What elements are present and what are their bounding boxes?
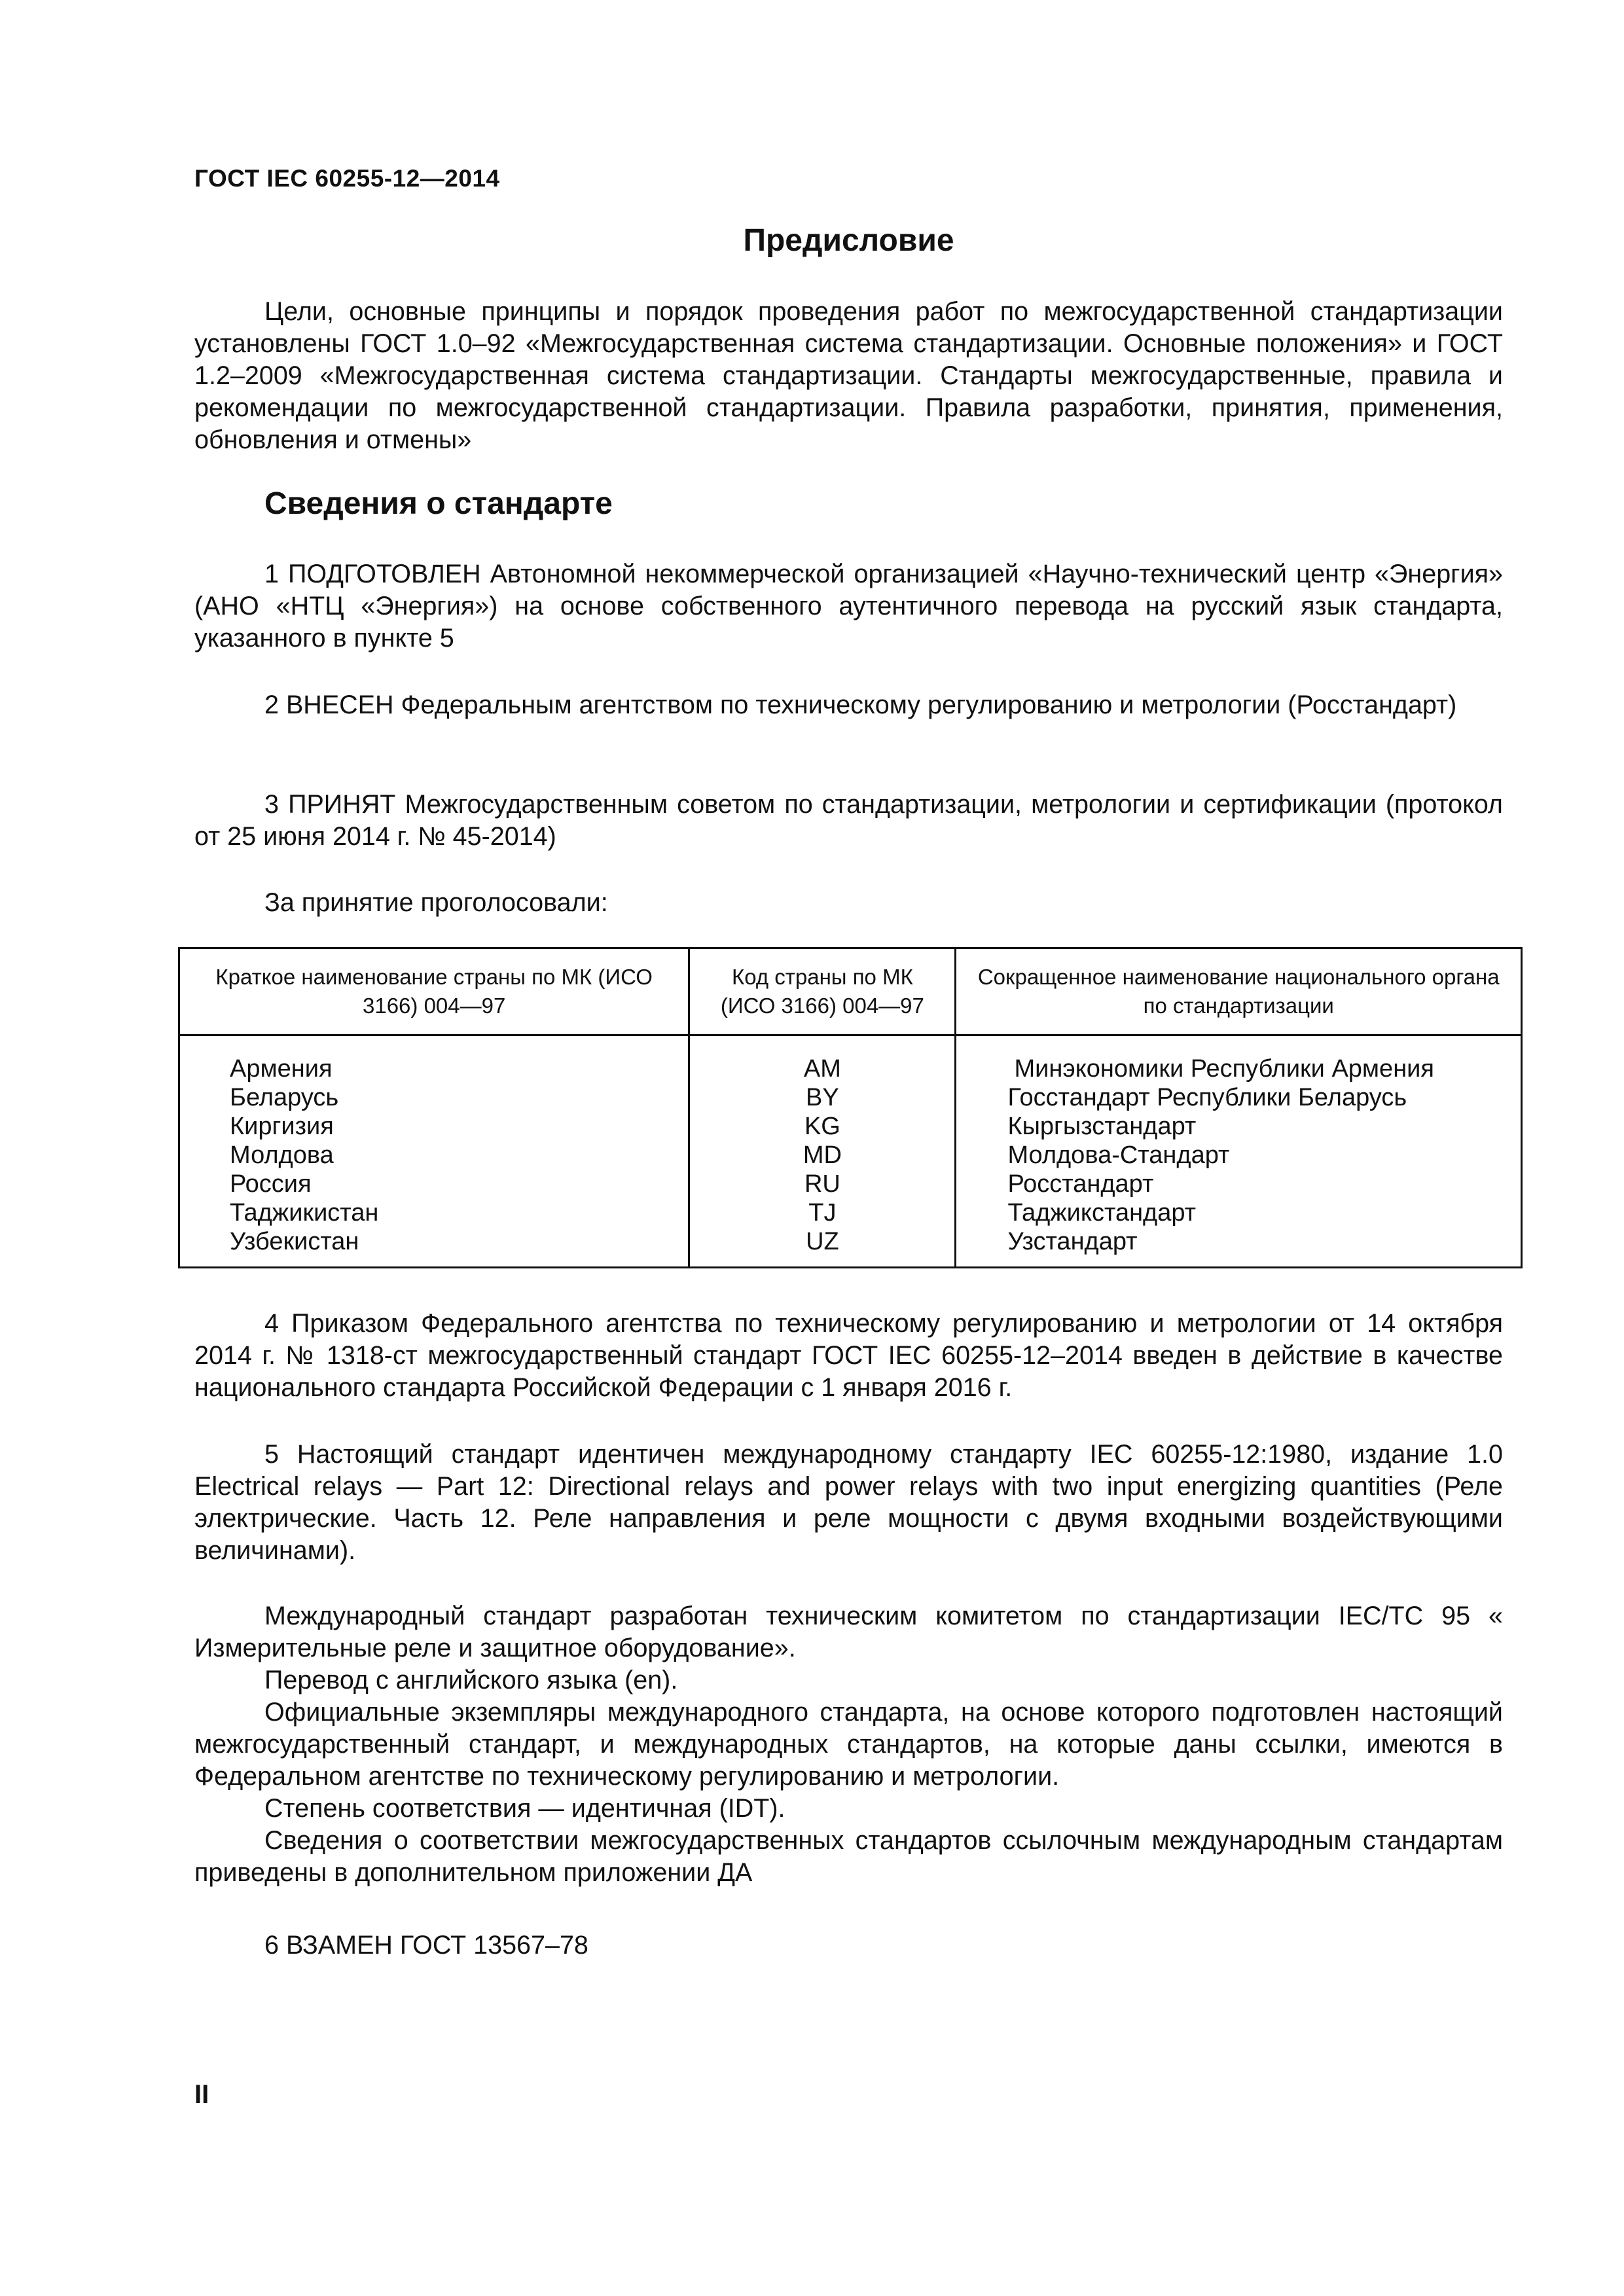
code-column	[689, 1035, 956, 1268]
country-name: Россия	[230, 1170, 312, 1198]
item-5-details	[194, 1600, 1503, 1889]
tech-committee-paragraph: Международный стандарт разработан техническим комитетом по стандартизации IEC/TC 95 « Измерительные реле и защитное оборудование».	[194, 1602, 1503, 1662]
header-standards-body: Сокращенное наименование национального органа по стандартизации	[956, 948, 1522, 1035]
votes-intro: За принятие проголосовали:	[264, 888, 608, 917]
item-3-adopted: 3 ПРИНЯТ Межгосударственным советом по стандартизации, метрологии и сертификации (протокол от 25 июня 2014 г. № 45-2014)	[194, 790, 1503, 851]
country-name: Армения	[230, 1055, 333, 1083]
country-code: AM	[803, 1055, 841, 1083]
country-code: TJ	[808, 1199, 837, 1227]
standards-body-name: Кыргызстандарт	[1007, 1113, 1197, 1140]
item-6-replaces: 6 ВЗАМЕН ГОСТ 13567–78	[264, 1931, 588, 1960]
country-code: UZ	[806, 1228, 839, 1255]
voting-table	[178, 947, 1523, 1268]
compliance-degree-paragraph: Степень соответствия — идентичная (IDT).	[264, 1794, 785, 1823]
table-header-row	[179, 948, 1522, 1035]
table-body-row	[179, 1035, 1522, 1268]
header-country: Краткое наименование страны по МК (ИСО 3166) 004—97	[179, 948, 689, 1035]
item-4-order: 4 Приказом Федерального агентства по техническому регулированию и метрологии от 14 октября 2014 г. № 1318-ст межгосударственный стандарт ГОСТ IEC 60255-12–2014 введен в действие в качестве национального стандарта Российской Федерации с 1 января 2016 г.	[194, 1309, 1503, 1402]
standards-body-name: Таджикстандарт	[1007, 1199, 1197, 1227]
official-copies-paragraph: Официальные экземпляры международного стандарта, на основе которого подготовлен настоящий межгосударственный стандарт, и международных стандартов, на которые даны ссылки, имеются в Федеральном агентстве по техническому регулированию и метрологии.	[194, 1698, 1503, 1791]
standards-body-name: Госстандарт Республики Беларусь	[1007, 1084, 1407, 1111]
section-heading: Сведения о стандарте	[264, 486, 613, 521]
standards-body-name: Молдова-Стандарт	[1007, 1141, 1230, 1169]
standards-body-name: Узстандарт	[1007, 1228, 1138, 1255]
standards-body-column	[956, 1035, 1522, 1268]
standards-body-name: Минэкономики Республики Армения	[1014, 1055, 1434, 1083]
country-name: Беларусь	[230, 1084, 339, 1111]
foreword-paragraph: Цели, основные принципы и порядок проведения работ по межгосударственной стандартизации установлены ГОСТ 1.0–92 «Межгосударственная система стандартизации. Основные положения» и ГОСТ 1.2–2009 «Межгосударственная система стандартизации. Стандарты межгосударственные, правила и рекомендации по межгосударственной стандартизации. Правила разработки, принятия, применения, обновления и отмены»	[194, 297, 1503, 454]
page-title: Предисловие	[743, 223, 954, 258]
document-code: ГОСТ IEC 60255-12—2014	[194, 165, 500, 192]
item-2-submitted: 2 ВНЕСЕН Федеральным агентством по техническому регулированию и метрологии (Росстандарт)	[264, 691, 1457, 719]
country-code: BY	[806, 1084, 839, 1111]
country-name: Таджикистан	[230, 1199, 379, 1227]
country-column	[179, 1035, 689, 1268]
item-5-identical: 5 Настоящий стандарт идентичен международному стандарту IEC 60255-12:1980, издание 1.0 Electrical relays — Part 12: Directional relays and power relays with two input energizing quantities (Реле электрические. Часть 12. Реле направления и реле мощности с двумя входными воздействующими величинами).	[194, 1440, 1503, 1565]
page-number: II	[194, 2080, 209, 2109]
country-code: RU	[804, 1170, 840, 1198]
country-name: Узбекистан	[230, 1228, 359, 1255]
header-code: Код страны по МК (ИСО 3166) 004—97	[689, 948, 956, 1035]
country-code: KG	[804, 1113, 840, 1140]
country-name: Киргизия	[230, 1113, 334, 1140]
country-name: Молдова	[230, 1141, 334, 1169]
translation-paragraph: Перевод с английского языка (en).	[264, 1666, 678, 1695]
country-code: MD	[803, 1141, 842, 1169]
item-1-prepared: 1 ПОДГОТОВЛЕН Автономной некоммерческой организацией «Научно-технический центр «Энергия» (АНО «НТЦ «Энергия») на основе собственного аутентичного перевода на русский язык стандарта, указанного в пункте 5	[194, 560, 1503, 653]
standards-body-name: Росстандарт	[1007, 1170, 1154, 1198]
compliance-info-paragraph: Сведения о соответствии межгосударственных стандартов ссылочным международным стандартам приведены в дополнительном приложении ДА	[194, 1826, 1503, 1887]
